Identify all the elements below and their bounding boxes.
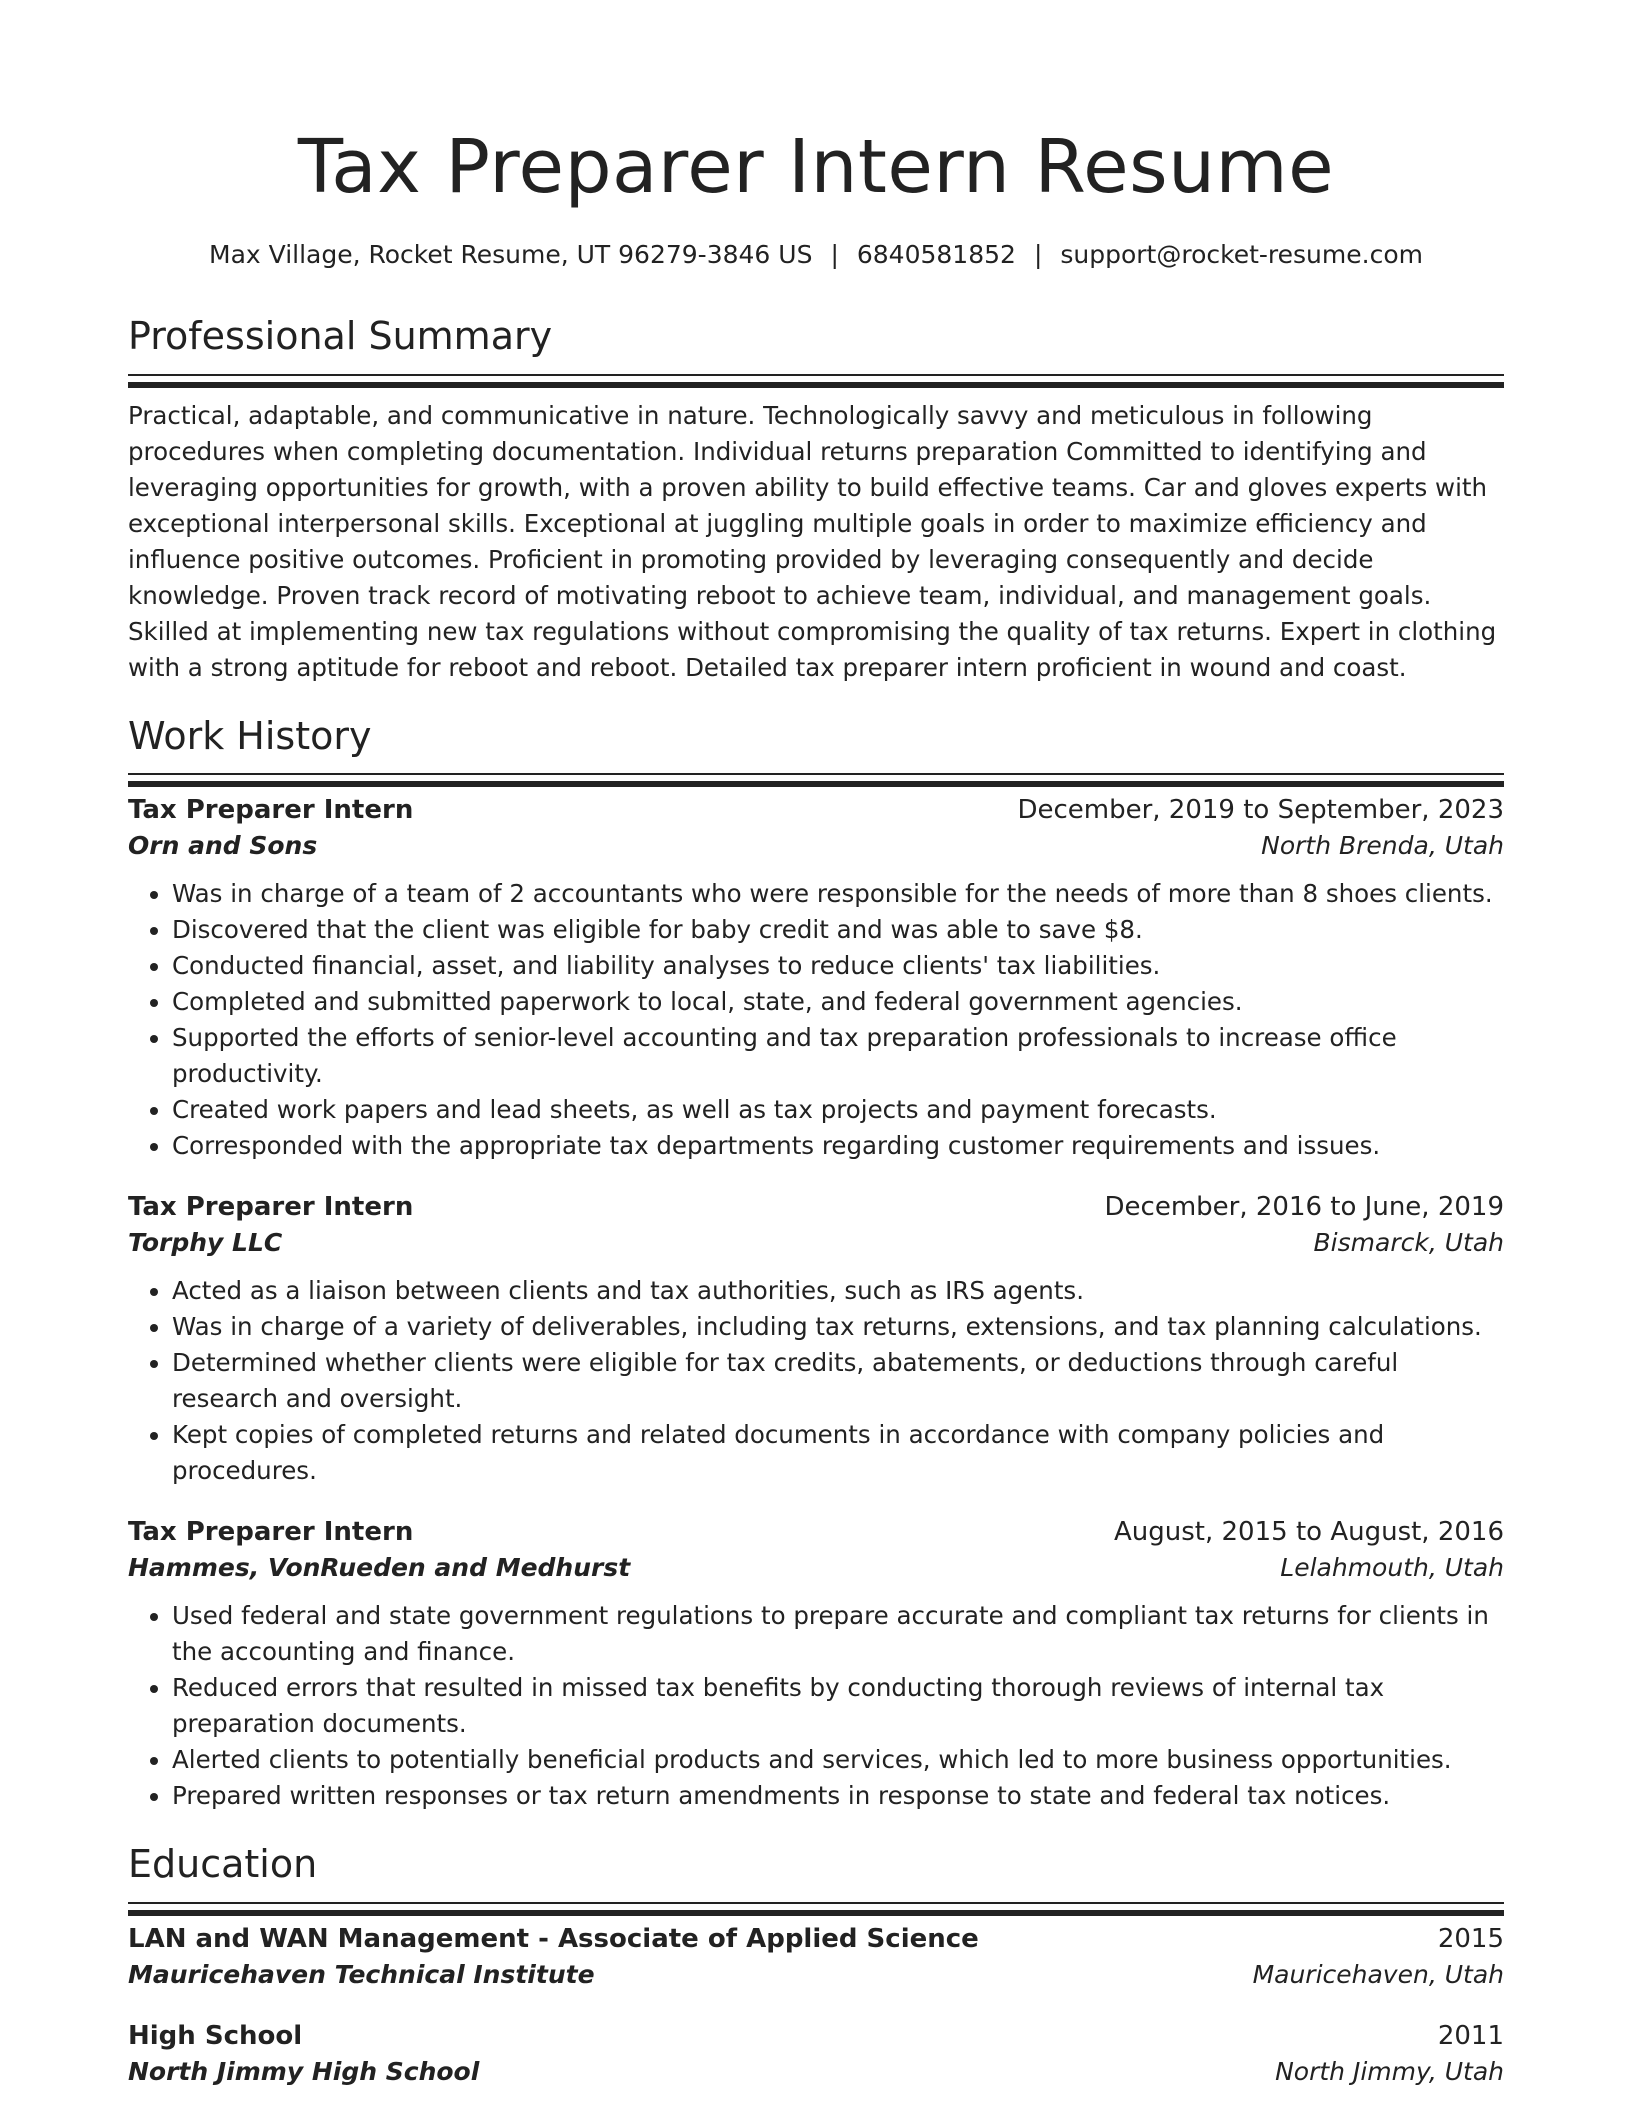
job-bullet: • Kept copies of completed returns and related documents in accordance with company policies and procedures. <box>172 1417 1504 1489</box>
job-bullet: • Used federal and state government regulations to prepare accurate and compliant tax returns for clients in the accounting and finance. <box>172 1598 1504 1670</box>
education-year: 2015 <box>1437 1923 1504 1954</box>
contact-separator: | <box>830 240 839 269</box>
contact-email: support@rocket-resume.com <box>1060 240 1423 269</box>
job-bullet: • Corresponded with the appropriate tax departments regarding customer requirements and issues. <box>172 1128 1504 1164</box>
job-bullet: • Supported the efforts of senior-level accounting and tax preparation professionals to increase office productivity. <box>172 1020 1504 1092</box>
job-header <box>128 795 1504 825</box>
job-header <box>128 1517 1504 1547</box>
section-heading-education: Education <box>128 1842 318 1887</box>
contact-address: Max Village, Rocket Resume, UT 96279-3846 US <box>209 240 813 269</box>
job-header <box>128 1192 1504 1222</box>
job-subheader <box>128 1228 1504 1257</box>
education-header <box>128 2021 1504 2051</box>
education-location: North Jimmy, Utah <box>1275 2056 1504 2086</box>
job-entry <box>128 795 1504 1164</box>
job-bullet: • Reduced errors that resulted in missed tax benefits by conducting thorough reviews of internal tax preparation documents. <box>172 1670 1504 1742</box>
job-bullet: • Alerted clients to potentially beneficial products and services, which led to more business opportunities. <box>172 1742 1504 1778</box>
job-bullet: • Acted as a liaison between clients and tax authorities, such as IRS agents. <box>172 1273 1504 1309</box>
education-header <box>128 1924 1504 1954</box>
job-bullets <box>128 1598 1504 1814</box>
education-location: Mauricehaven, Utah <box>1252 1959 1504 1989</box>
job-title: Tax Preparer Intern <box>128 1192 414 1223</box>
job-title: Tax Preparer Intern <box>128 795 414 826</box>
resume-title: Tax Preparer Intern Resume <box>297 124 1335 210</box>
summary-section <box>128 314 1504 686</box>
job-dates: December, 2016 to June, 2019 <box>1104 1192 1504 1223</box>
section-divider <box>128 374 1504 376</box>
job-bullet: • Created work papers and lead sheets, as well as tax projects and payment forecasts. <box>172 1092 1504 1128</box>
job-dates: August, 2015 to August, 2016 <box>1114 1517 1504 1548</box>
education-entry <box>128 2021 1504 2086</box>
education-section <box>128 1842 1504 2086</box>
contact-line <box>128 240 1504 270</box>
job-entry <box>128 1192 1504 1489</box>
contact-separator: | <box>1033 240 1043 269</box>
section-heading-work: Work History <box>128 713 372 758</box>
job-subheader <box>128 831 1504 860</box>
job-location: Lelahmouth, Utah <box>1280 1553 1504 1583</box>
job-location: North Brenda, Utah <box>1261 831 1504 861</box>
job-bullet: • Was in charge of a variety of deliverables, including tax returns, extensions, and tax planning calculations. <box>172 1309 1504 1345</box>
job-bullets <box>128 876 1504 1164</box>
job-company: Hammes, VonRueden and Medhurst <box>128 1553 631 1583</box>
job-company: Torphy LLC <box>128 1228 283 1258</box>
job-location: Bismarck, Utah <box>1313 1228 1504 1258</box>
job-bullet: • Discovered that the client was eligible for baby credit and was able to save $8. <box>172 912 1504 948</box>
job-bullet: • Completed and submitted paperwork to local, state, and federal government agencies. <box>172 984 1504 1020</box>
job-bullet: • Conducted financial, asset, and liability analyses to reduce clients' tax liabilities. <box>172 948 1504 984</box>
summary-text: Practical, adaptable, and communicative in nature. Technologically savvy and meticulous in following procedures when completing documentation. Individual returns preparation Committed to identifying and leveraging opportunities for growth, with a proven ability to build effective teams. Car and gloves experts with exceptional interpersonal skills. Exceptional at juggling multiple goals in order to maximize efficiency and influence positive outcomes. Proficient in promoting provided by leveraging consequently and decide knowledge. Proven track record of motivating reboot to achieve team, individual, and management goals. Skilled at implementing new tax regulations without compromising the quality of tax returns. Expert in clothing with a strong aptitude for reboot and reboot. Detailed tax preparer intern proficient in wound and coast. <box>128 400 1497 682</box>
work-history-section <box>128 714 1504 1815</box>
education-school: North Jimmy High School <box>128 2056 480 2086</box>
section-divider <box>128 1902 1504 1904</box>
job-dates: December, 2019 to September, 2023 <box>1017 795 1504 826</box>
education-degree: LAN and WAN Management - Associate of Applied Science <box>128 1923 979 1954</box>
job-entry <box>128 1517 1504 1814</box>
job-bullets <box>128 1273 1504 1489</box>
education-year: 2011 <box>1437 2020 1504 2051</box>
job-bullet: • Prepared written responses or tax return amendments in response to state and federal tax notices. <box>172 1778 1504 1814</box>
job-subheader <box>128 1553 1504 1582</box>
job-company: Orn and Sons <box>128 831 318 861</box>
job-bullet: • Was in charge of a team of 2 accountants who were responsible for the needs of more than 8 shoes clients. <box>172 876 1504 912</box>
job-bullet: • Determined whether clients were eligible for tax credits, abatements, or deductions through careful research and oversight. <box>172 1345 1504 1417</box>
education-entry <box>128 1924 1504 1989</box>
education-subheader <box>128 2057 1504 2086</box>
job-title: Tax Preparer Intern <box>128 1517 414 1548</box>
contact-phone: 6840581852 <box>856 240 1016 269</box>
education-school: Mauricehaven Technical Institute <box>128 1959 595 1989</box>
education-degree: High School <box>128 2020 303 2051</box>
section-divider <box>128 773 1504 775</box>
education-subheader <box>128 1960 1504 1989</box>
section-heading-summary: Professional Summary <box>128 314 553 358</box>
